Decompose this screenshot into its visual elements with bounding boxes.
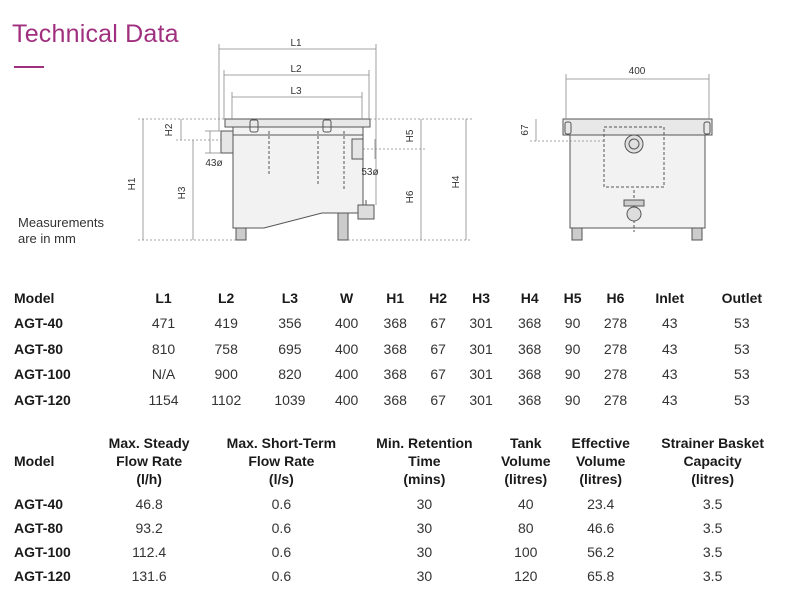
dimensions-header-row [14, 285, 784, 311]
cell: 3.5 [702, 520, 723, 536]
col-l1: L1 [155, 289, 172, 306]
label-h4: H4 [451, 175, 462, 189]
cell: 53 [734, 366, 750, 383]
label-h6: H6 [405, 190, 416, 204]
header-line: (l/s) [268, 471, 294, 487]
cell: 56.2 [587, 544, 615, 560]
cell: 93.2 [135, 520, 163, 536]
col-effective-volume [560, 434, 641, 492]
header-line: Max. Short-Term [226, 435, 337, 451]
dimensions-table [14, 285, 784, 413]
cell: 368 [383, 366, 407, 383]
cell: 368 [383, 340, 407, 357]
cell: 368 [517, 391, 542, 408]
col-w: W [340, 289, 354, 306]
cell: 90 [564, 366, 581, 383]
cell: 419 [214, 315, 238, 332]
cell: AGT-100 [14, 366, 71, 383]
col-l3: L3 [281, 289, 299, 306]
table-row [14, 362, 784, 388]
table-row [14, 336, 784, 362]
cell: 400 [334, 340, 359, 357]
flow-table [14, 434, 784, 588]
cell: 0.6 [271, 544, 292, 560]
cell: 278 [603, 340, 628, 357]
cell: 900 [214, 366, 238, 383]
header-line: Min. Retention [376, 435, 473, 451]
header-line: Capacity [683, 453, 742, 469]
col-model: Model [14, 289, 55, 306]
table-row [14, 387, 784, 413]
cell: 278 [603, 391, 628, 408]
header-line: (litres) [504, 471, 548, 487]
cell: 400 [334, 366, 359, 383]
cell: AGT-120 [14, 568, 71, 584]
cell: 368 [517, 315, 542, 332]
cell: 3.5 [702, 544, 723, 560]
cell: 131.6 [131, 568, 167, 584]
cell: 1102 [211, 391, 242, 408]
label-l2: L2 [290, 64, 302, 75]
cell: 368 [383, 391, 407, 408]
header-line: (litres) [691, 471, 735, 487]
cell: 30 [416, 496, 433, 512]
col-inlet: Inlet [655, 289, 685, 306]
cell: 53 [734, 391, 750, 408]
col-min-retention [357, 434, 491, 492]
cell: 810 [151, 340, 176, 357]
cell: 67 [430, 340, 446, 357]
cell: 356 [278, 315, 302, 332]
header-line: Volume [501, 453, 551, 469]
cell: 471 [151, 315, 176, 332]
cell: 820 [278, 366, 302, 383]
side-view-tank [563, 119, 712, 240]
flow-header-row [14, 434, 784, 492]
table-row [14, 311, 784, 337]
label-h1: H1 [127, 177, 138, 191]
cell: 0.6 [271, 568, 292, 584]
cell: 53 [734, 315, 750, 332]
header-line: (l/h) [136, 471, 162, 487]
front-view-tank [221, 119, 374, 240]
label-l3: L3 [290, 86, 302, 97]
label-h5: H5 [405, 129, 416, 143]
header-line: (litres) [579, 471, 623, 487]
col-max-short-term-flow [205, 434, 357, 492]
col-h1: H1 [386, 289, 405, 306]
cell: 65.8 [587, 568, 615, 584]
cell: 758 [214, 340, 238, 357]
cell: 301 [469, 391, 493, 408]
cell: AGT-80 [14, 520, 64, 536]
cell: 40 [517, 496, 534, 512]
col-h2: H2 [429, 289, 448, 306]
cell: 0.6 [271, 496, 292, 512]
cell: 90 [564, 391, 581, 408]
cell: 30 [416, 520, 433, 536]
label-h3: H3 [177, 186, 188, 200]
cell: 67 [430, 315, 446, 332]
cell: 90 [564, 315, 581, 332]
page-title: Technical Data [12, 20, 179, 48]
cell: 46.8 [135, 496, 163, 512]
header-line: (mins) [403, 471, 446, 487]
col-h6: H6 [606, 289, 625, 306]
table-row [14, 492, 784, 516]
cell: 400 [334, 391, 359, 408]
header-line: Effective [571, 435, 630, 451]
cell: 67 [430, 391, 446, 408]
cell: 90 [564, 340, 581, 357]
label-side: 67 [520, 124, 531, 136]
table-row [14, 540, 784, 564]
label-outlet: 53ø [361, 167, 379, 178]
cell: 43 [661, 391, 678, 408]
cell: 368 [517, 366, 542, 383]
cell: 80 [517, 520, 534, 536]
note-line-2: are in mm [18, 231, 76, 246]
label-h2: H2 [164, 123, 175, 137]
col-tank-volume [491, 434, 560, 492]
col-model [14, 434, 93, 492]
cell: 120 [514, 568, 538, 584]
cell: 43 [661, 340, 678, 357]
label-inlet: 43ø [205, 158, 223, 169]
table-row [14, 564, 784, 588]
cell: AGT-120 [14, 391, 71, 408]
cell: 278 [603, 315, 628, 332]
header-line: Max. Steady [108, 435, 190, 451]
cell: 3.5 [702, 568, 723, 584]
header-line: Flow Rate [116, 453, 183, 469]
col-max-steady-flow [93, 434, 205, 492]
cell: 43 [661, 315, 678, 332]
header-line: Model [14, 453, 55, 469]
cell: 100 [514, 544, 538, 560]
header-line: Tank [509, 435, 542, 451]
cell: 30 [416, 544, 433, 560]
header-line: Flow Rate [248, 453, 315, 469]
header-line: Strainer Basket [661, 435, 764, 451]
cell: 368 [383, 315, 407, 332]
cell: 23.4 [587, 496, 615, 512]
cell: N/A [151, 366, 176, 383]
table-row [14, 516, 784, 540]
cell: AGT-40 [14, 315, 64, 332]
col-h4: H4 [520, 289, 539, 306]
cell: 112.4 [132, 544, 167, 560]
cell: 43 [661, 366, 678, 383]
cell: 30 [416, 568, 433, 584]
cell: AGT-100 [14, 544, 71, 560]
cell: 46.6 [587, 520, 615, 536]
header-line: Volume [575, 453, 626, 469]
cell: 278 [603, 366, 628, 383]
cell: 1039 [274, 391, 306, 408]
cell: AGT-40 [14, 496, 64, 512]
col-h3: H3 [472, 289, 491, 306]
cell: 301 [469, 366, 493, 383]
col-strainer-capacity [641, 434, 784, 492]
technical-drawing [0, 0, 800, 260]
cell: 67 [430, 366, 446, 383]
cell: 1154 [148, 391, 179, 408]
col-l2: L2 [218, 289, 235, 306]
cell: 301 [469, 340, 493, 357]
cell: AGT-80 [14, 340, 64, 357]
cell: 695 [278, 340, 302, 357]
label-width: 400 [628, 66, 646, 77]
col-h5: H5 [563, 289, 582, 306]
col-outlet: Outlet [721, 289, 763, 306]
cell: 53 [734, 340, 750, 357]
cell: 301 [469, 315, 493, 332]
cell: 368 [517, 340, 542, 357]
note-line-1: Measurements [18, 215, 104, 230]
header-line: Time [408, 453, 441, 469]
cell: 400 [334, 315, 359, 332]
label-l1: L1 [290, 38, 302, 49]
cell: 3.5 [702, 496, 723, 512]
cell: 0.6 [271, 520, 292, 536]
